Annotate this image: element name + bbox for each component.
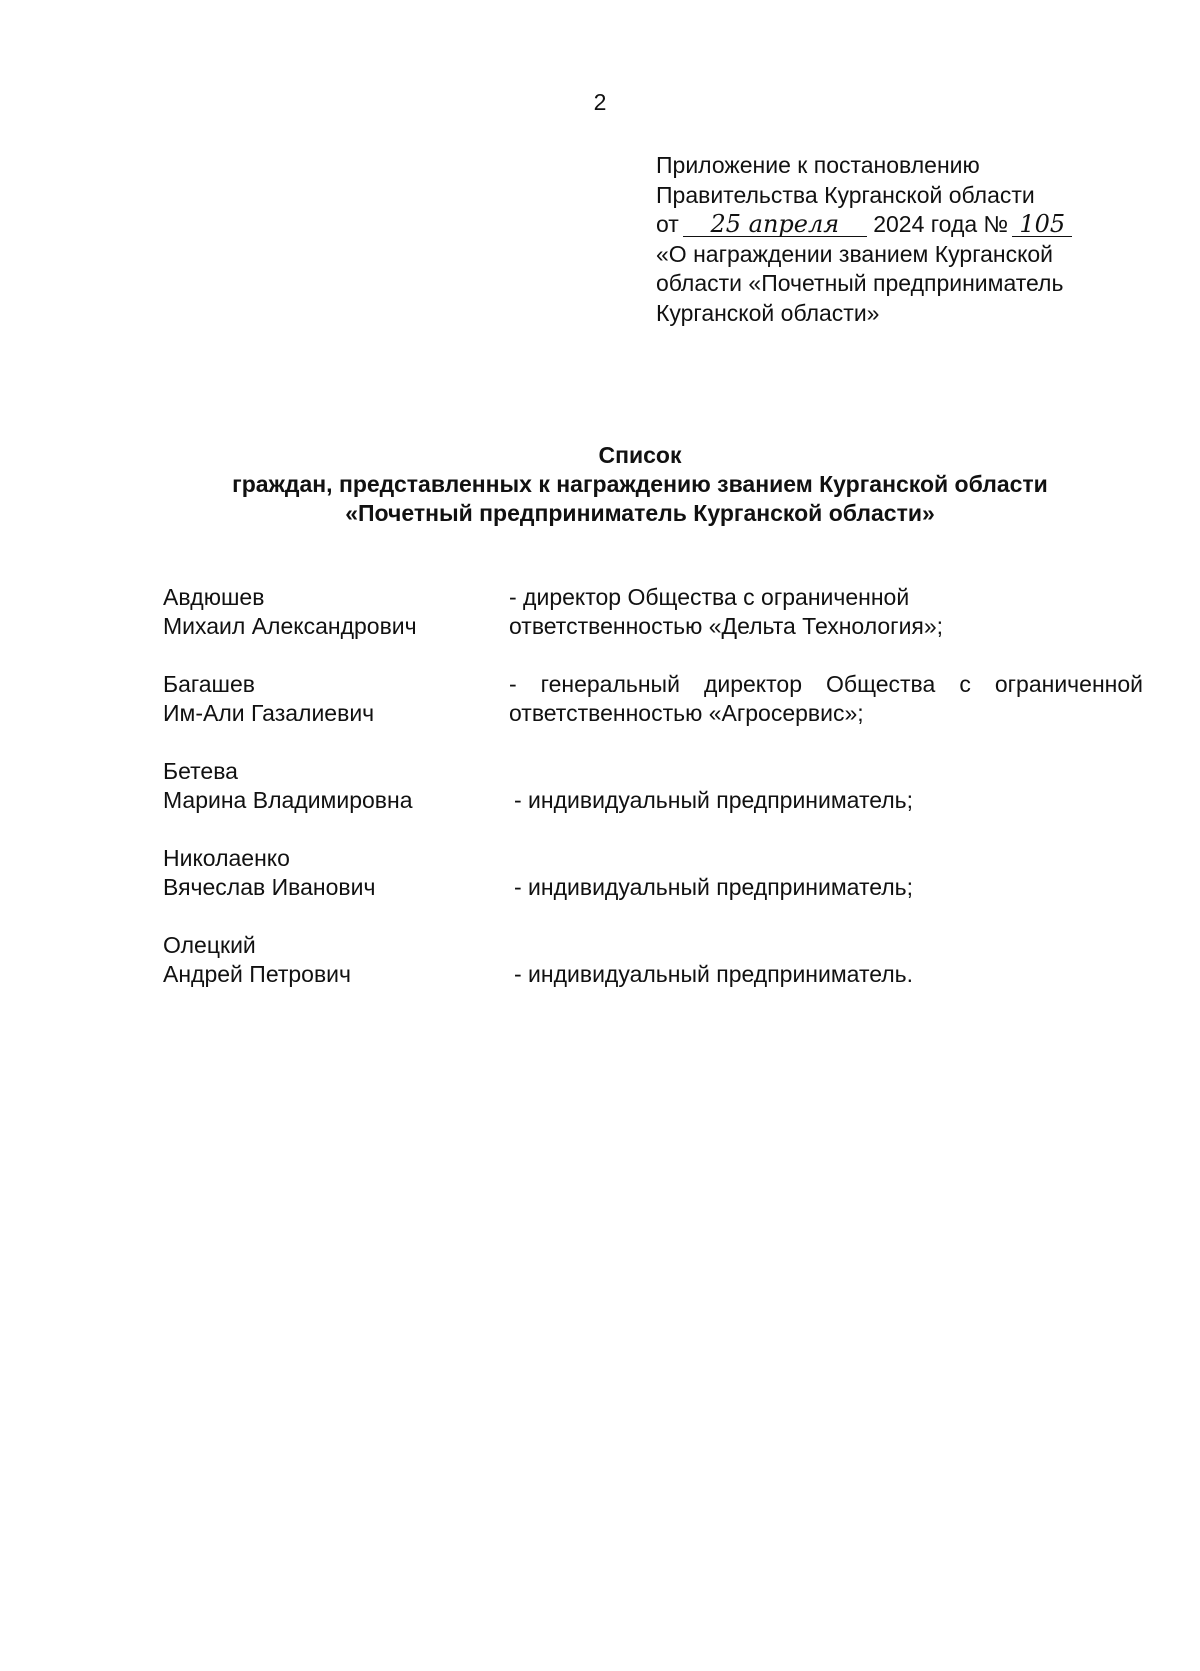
appendix-line-4: «О награждении званием Курганской [656,240,1054,267]
page-number: 2 [593,89,607,115]
citizen-entry [163,844,1143,931]
title-line-1: Список [598,442,682,468]
title-line-2: граждан, представленных к награждению званием Курганской области [232,471,1048,497]
citizen-description: - директор Общества с ограниченной ответственностью «Дельта Технология»; [509,584,944,639]
citizen-given-names: Им-Али Газалиевич [163,700,375,726]
citizen-given-names: Марина Владимировна [163,787,413,813]
appendix-year-text: 2024 года № [873,211,1009,237]
citizen-entry [163,931,1143,1018]
appendix-line-1: Приложение к постановлению [656,152,980,178]
citizen-given-names: Вячеслав Иванович [163,874,376,900]
appendix-line-3 [656,210,1072,240]
title-line-3: «Почетный предприниматель Курганской области» [345,500,935,526]
citizen-name [163,844,503,902]
appendix-line-2: Правительства Курганской области [656,181,1035,208]
handwritten-number: 105 [1012,212,1072,237]
citizen-name [163,583,503,641]
appendix-from-label: от [656,211,679,237]
citizen-surname: Авдюшев [163,584,265,610]
citizen-surname: Николаенко [163,845,290,871]
document-title [0,441,1200,528]
citizen-given-names: Андрей Петрович [163,961,352,987]
handwritten-date: 25 апреля [683,212,867,237]
citizen-given-names: Михаил Александрович [163,613,417,639]
citizen-name [163,931,503,989]
appendix-line-6: Курганской области» [656,299,880,326]
citizens-list [163,583,1143,1018]
appendix-line-5: области «Почетный предприниматель [656,270,1064,296]
citizen-description: - генеральный директор Общества с ограниченной ответственностью «Агросервис»; [509,671,1143,726]
citizen-surname: Бетева [163,758,238,784]
citizen-description: - индивидуальный предприниматель. [514,961,914,987]
citizen-description: - индивидуальный предприниматель; [514,787,914,813]
citizen-name [163,757,503,815]
citizen-entry [163,583,1143,670]
appendix-block [656,151,1072,328]
citizen-entry [163,757,1143,844]
citizen-surname: Олецкий [163,932,256,958]
citizen-name [163,670,503,728]
citizen-surname: Багашев [163,671,256,697]
citizen-description: - индивидуальный предприниматель; [514,874,914,900]
citizen-entry [163,670,1143,757]
